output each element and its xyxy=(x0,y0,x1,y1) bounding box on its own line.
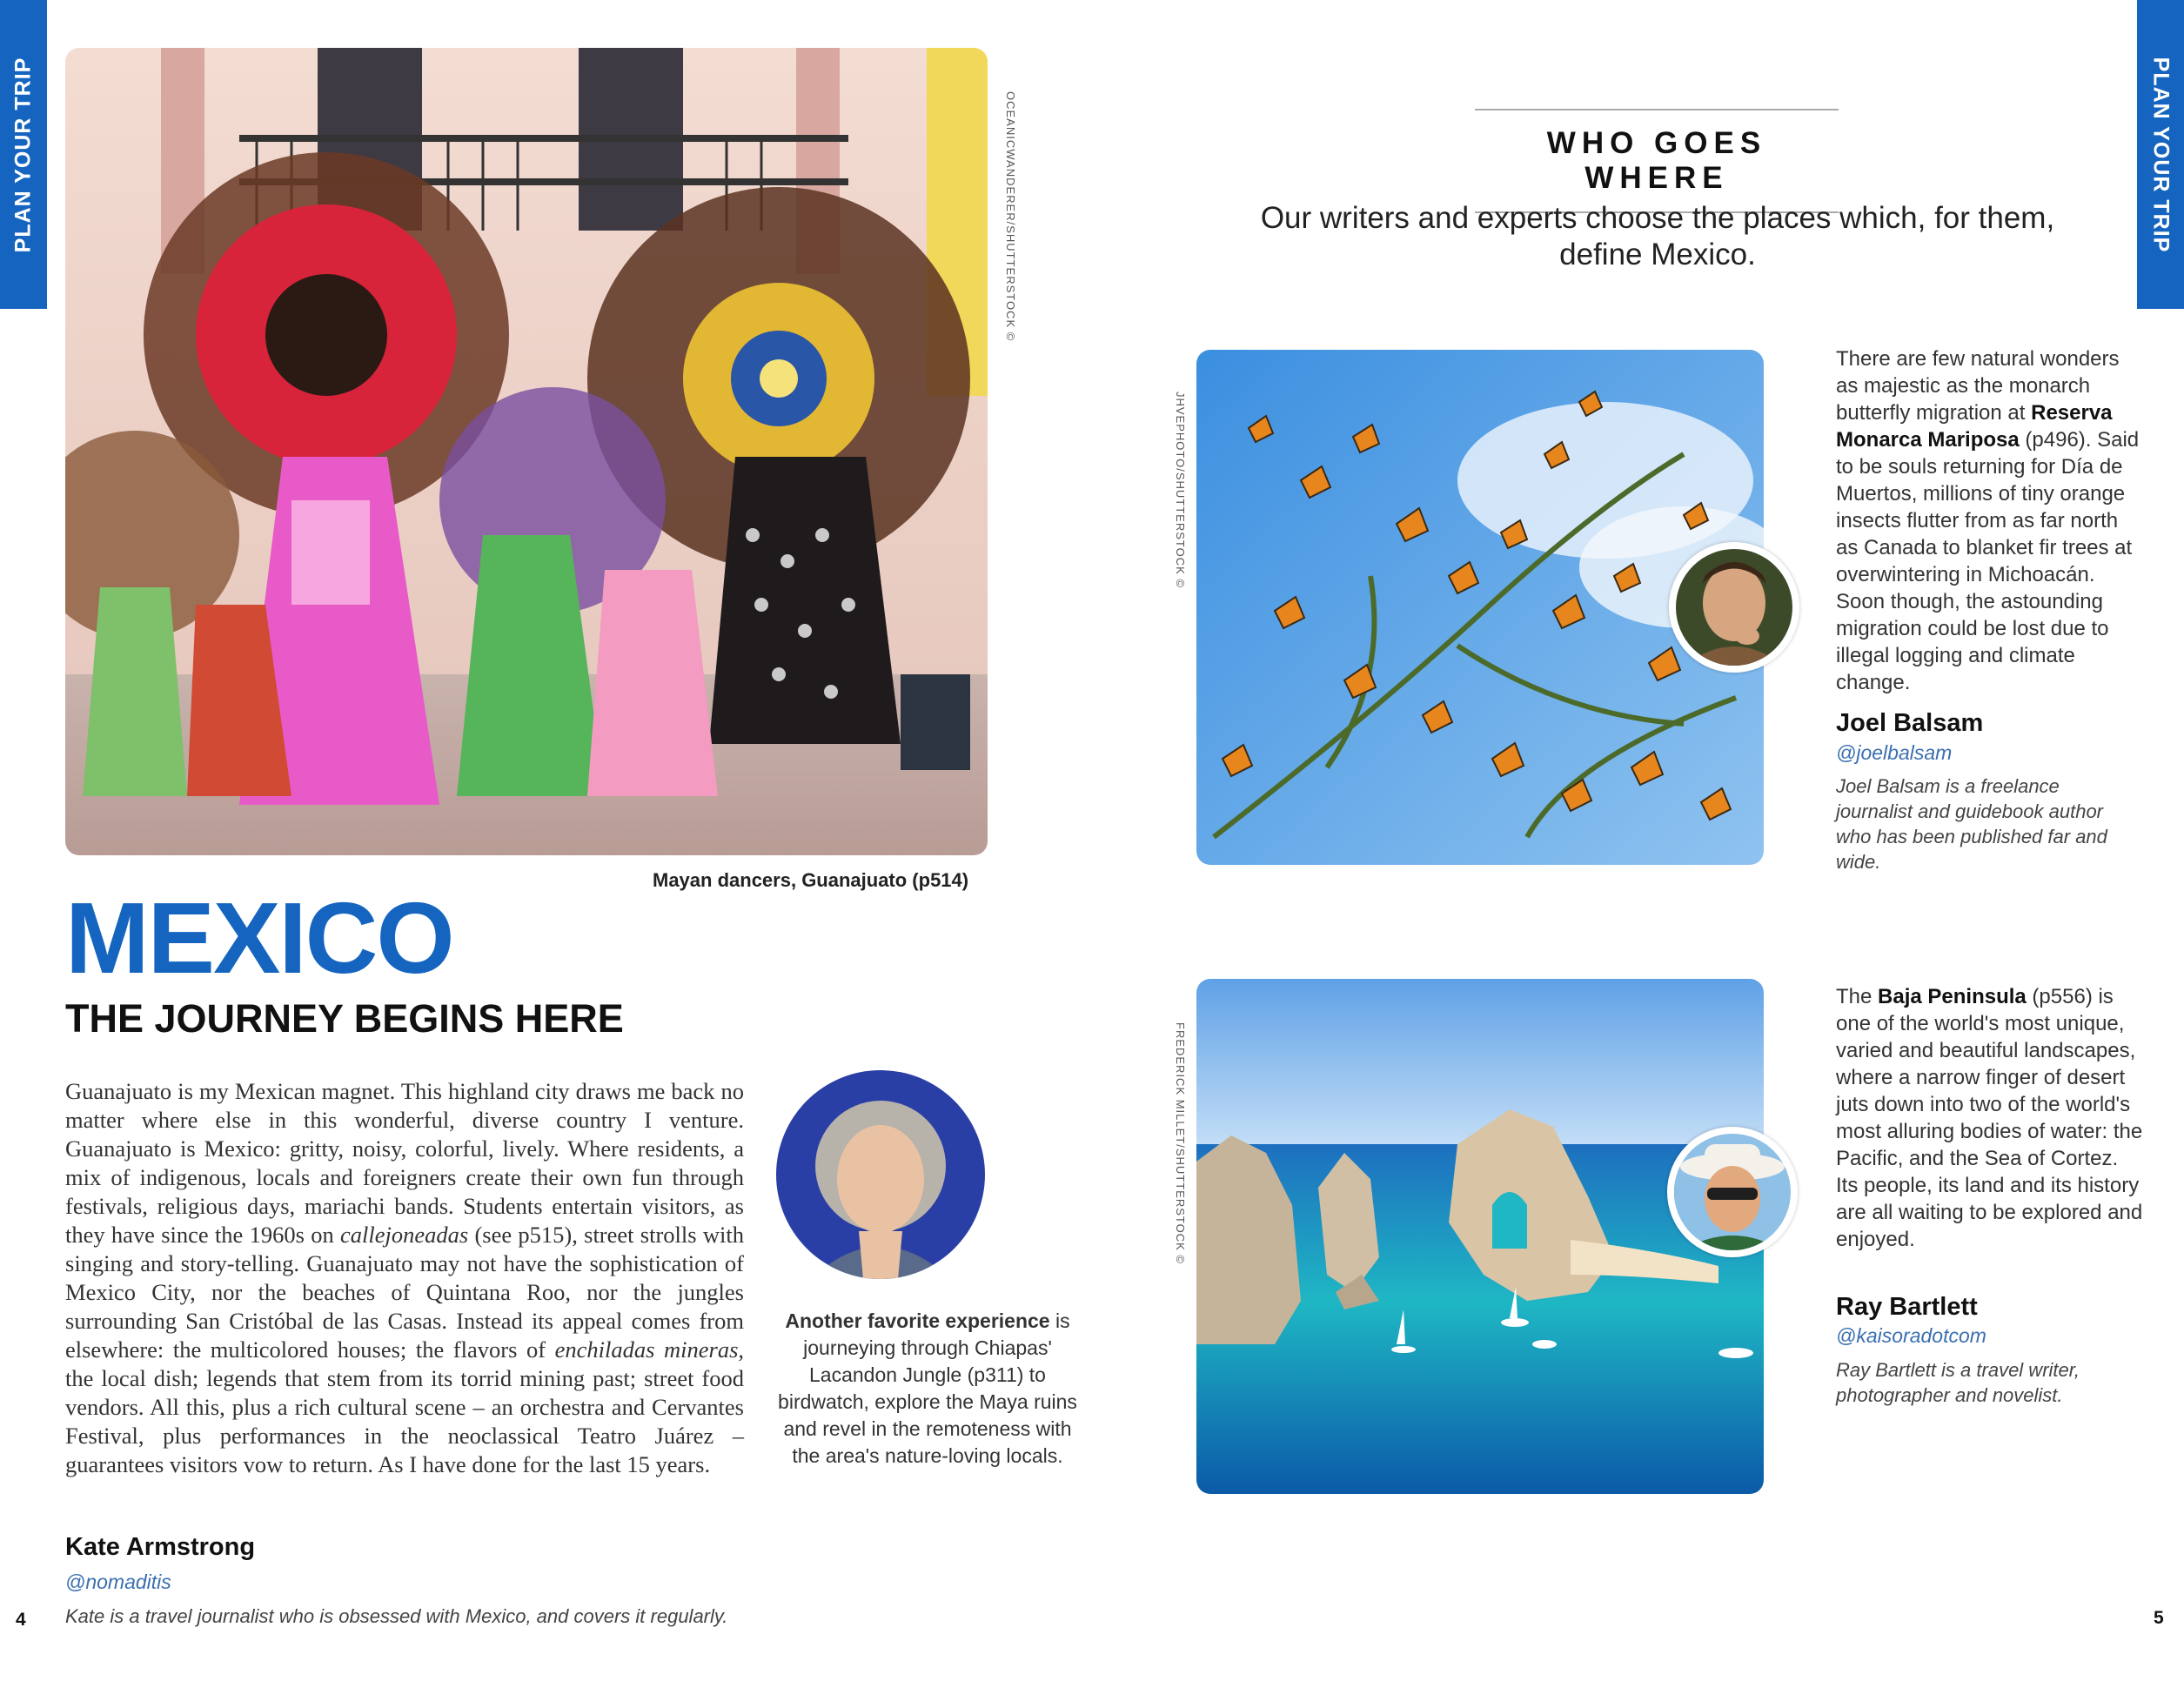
section-intro: Our writers and experts choose the places which, for them, define Mexico. xyxy=(1260,201,2055,271)
baja-photo xyxy=(1196,979,1764,1494)
entry1-author-handle[interactable]: @joelbalsam xyxy=(1836,741,1953,764)
essay-text: Guanajuato is my Mexican magnet. This highland city draws me back no matter where else in this wonderful, diverse country I venture. Guanajuato is Mexico: gritty, noisy, colorful, lively. Where residents, a mix of indigenous, locals and foreigners create their own fun through festivals, religious days, mariachi bands. Students entertain visitors, as they have since the 1960s on callejoneadas (see p515), street strolls with singing and story-telling. Guanajuato may not have the sophistication of Mexico City, nor the beaches of Quintana Roo, nor the jungles surrounding San Cristóbal de las Casas. Instead its appeal comes from elsewhere: the multicolored houses; the flavors of enchiladas mineras, the local dish; legends that stem from its torrid mining past; street food vendors. All this, plus a rich cultural scene – an orchestra and Cervantes Festival, plus performances in the neoclassical Teatro Juárez – guarantees visitors vow to return. As I have done for the last 15 years. xyxy=(65,1078,745,1477)
author-handle[interactable]: @nomaditis xyxy=(65,1570,171,1593)
entry2-author-name: Ray Bartlett xyxy=(1836,1293,1978,1321)
author-bio: Kate is a travel journalist who is obsessed with Mexico, and covers it regularly. xyxy=(65,1605,728,1627)
entry2-author-bio: Ray Bartlett is a travel writer, photographer and novelist. xyxy=(1836,1359,2080,1406)
entry2-blurb: The Baja Peninsula (p556) is one of the world's most unique, varied and beautiful landscapes, where a narrow finger of desert juts down into two of the world's most alluring bodies of water: the Pacific, and the Sea of Cortez. Its people, its land and its history are all waiting to be explored and enjoyed. xyxy=(1836,985,2143,1251)
page-number-left: 4 xyxy=(16,1610,26,1630)
side-tab-label: PLAN YOUR TRIP xyxy=(10,57,36,252)
page-subtitle: THE JOURNEY BEGINS HERE xyxy=(65,996,624,1041)
author-avatar xyxy=(1669,542,1799,673)
entry1-author-name: Joel Balsam xyxy=(1836,709,1984,737)
favorite-experience: Another favorite experience is journeying through Chiapas' Lacandon Jungle (p311) to birdwatch, explore the Maya ruins and revel in the remoteness with the area's nature-loving locals. xyxy=(778,1309,1077,1467)
dancers-photo-credit: OCEANICWANDERER/SHUTTERSTOCK © xyxy=(1004,91,1017,342)
side-tab-label: PLAN YOUR TRIP xyxy=(2148,57,2174,252)
dancers-photo xyxy=(65,48,988,855)
author-avatar xyxy=(1667,1127,1798,1257)
entry1-author-bio: Joel Balsam is a freelance journalist and guidebook author who has been published far and wide. xyxy=(1836,775,2107,873)
side-tab-left xyxy=(0,0,47,309)
side-tab-right xyxy=(2137,0,2184,309)
page-title: MEXICO xyxy=(65,881,453,995)
butterflies-photo-credit: JHVEPHOTO/SHUTTERSTOCK © xyxy=(1174,392,1187,588)
author-name: Kate Armstrong xyxy=(65,1533,256,1561)
entry2-author-handle[interactable]: @kaisoradotcom xyxy=(1836,1324,1986,1347)
entry1-blurb: There are few natural wonders as majestic as the monarch butterfly migration at Reserva Monarca Mariposa (p496). Said to be souls returning for Día de Muertos, millions of tiny orange insects flutter from as far north as Canada to blanket fir trees at overwintering in Michoacán. Soon though, the astounding migration could be lost due to illegal logging and climate change. xyxy=(1836,347,2140,694)
author-avatar xyxy=(776,1070,985,1279)
photo-caption: Mayan dancers, Guanajuato (p514) xyxy=(653,869,969,891)
section-title: WHO GOES WHERE xyxy=(1475,109,1839,213)
page-number-right: 5 xyxy=(2154,1608,2164,1628)
baja-photo-credit: FREDERICK MILLET/SHUTTERSTOCK © xyxy=(1174,1022,1187,1264)
